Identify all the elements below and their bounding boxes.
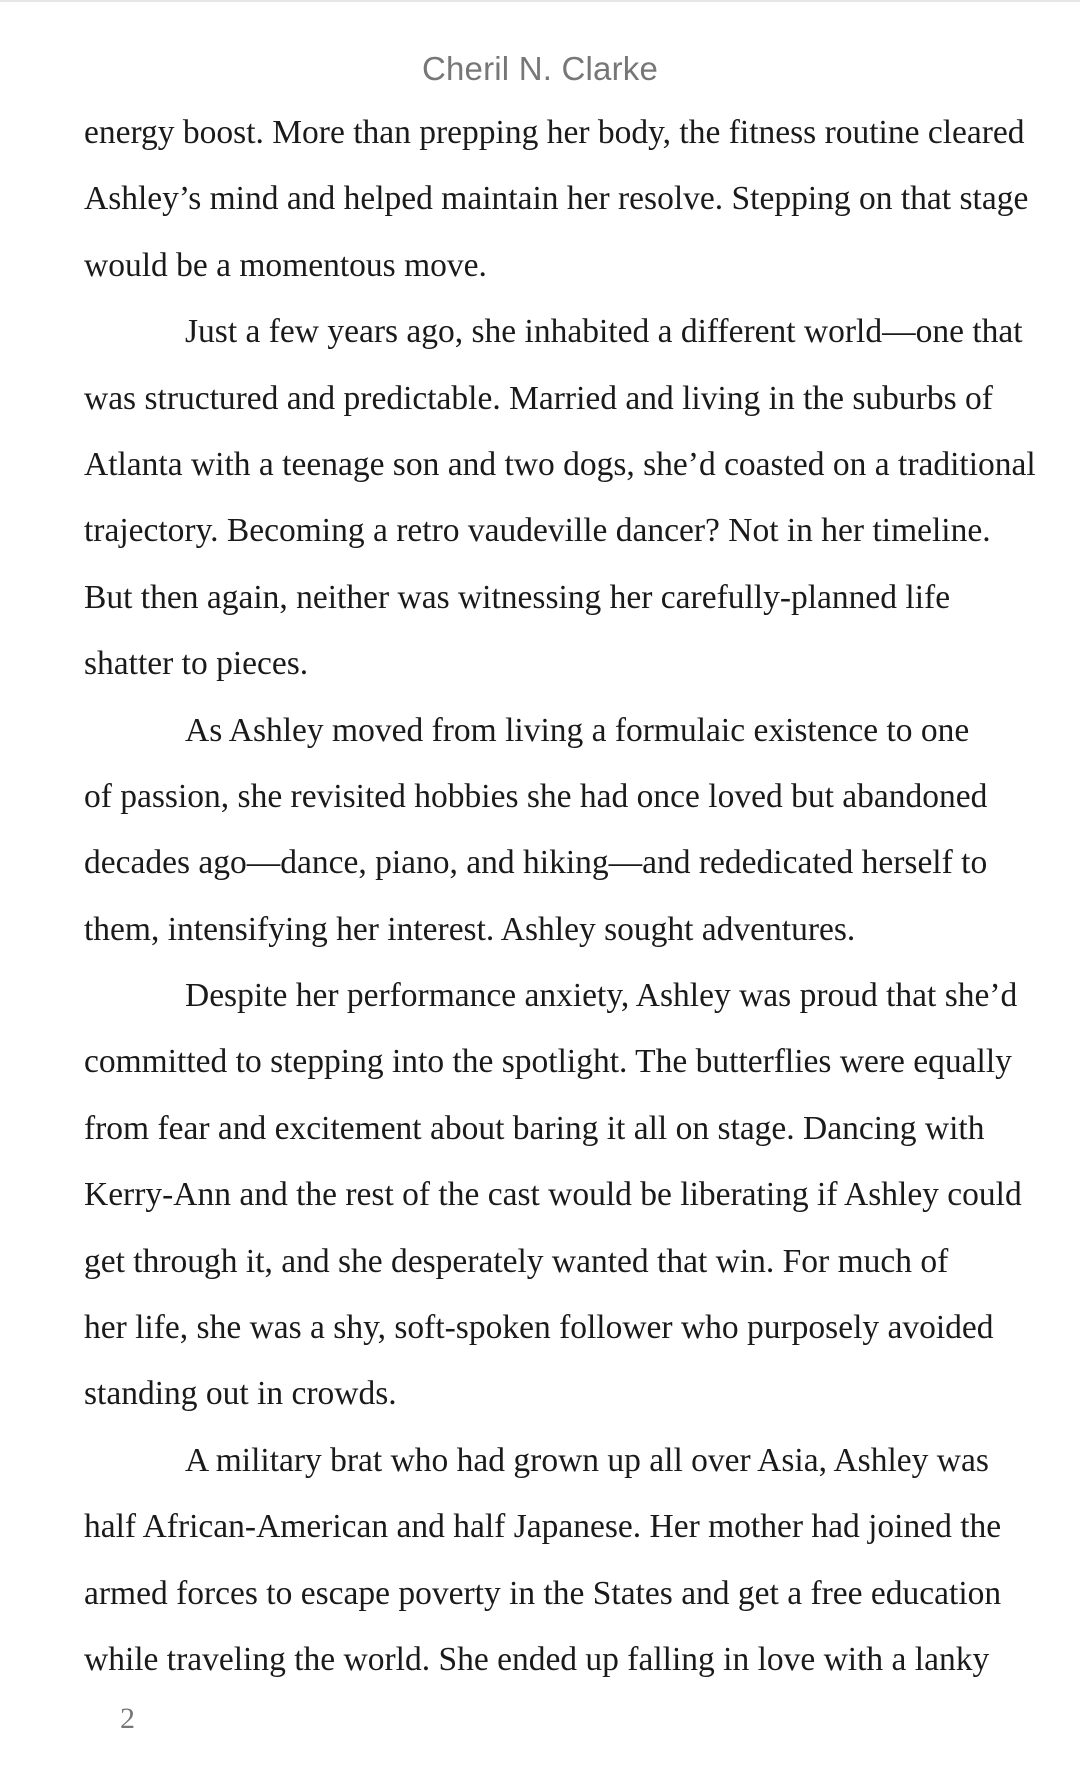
running-header-author: Cheril N. Clarke [421, 50, 659, 87]
text-line: half African-American and half Japanese. Her mother had joined the [84, 1508, 1002, 1546]
paragraph-first-line: Despite her performance anxiety, Ashley was proud that she’d [185, 977, 1018, 1015]
text-line: Atlanta with a teenage son and two dogs, she’d coasted on a traditional [84, 445, 1036, 483]
text-line: But then again, neither was witnessing her carefully-planned life [84, 578, 951, 616]
body-text [84, 100, 1044, 1693]
text-line: standing out in crowds. [84, 1375, 397, 1413]
text-line: of passion, she revisited hobbies she had once loved but abandoned [84, 777, 988, 815]
text-line: her life, she was a shy, soft-spoken follower who purposely avoided [84, 1309, 994, 1347]
text-line: energy boost. More than prepping her body, the fitness routine cleared [84, 114, 1025, 151]
text-line: Ashley’s mind and helped maintain her resolve. Stepping on that stage [84, 180, 1029, 218]
text-line: while traveling the world. She ended up falling in love with a lanky [84, 1640, 990, 1678]
text-line: them, intensifying her interest. Ashley sought adventures. [84, 910, 856, 948]
text-line: armed forces to escape poverty in the States and get a free education [84, 1574, 1002, 1612]
text-line: shatter to pieces. [84, 645, 309, 683]
text-line: committed to stepping into the spotlight. The butterflies were equally [84, 1043, 1012, 1081]
text-line: trajectory. Becoming a retro vaudeville dancer? Not in her timeline. [84, 512, 991, 550]
text-line: Kerry-Ann and the rest of the cast would be liberating if Ashley could [84, 1176, 1022, 1214]
text-line: was structured and predictable. Married and living in the suburbs of [84, 379, 993, 417]
page-number: 2 [120, 1702, 135, 1735]
text-line: get through it, and she desperately wanted that win. For much of [84, 1242, 949, 1280]
text-line: would be a momentous move. [84, 246, 487, 284]
paragraph-first-line: A military brat who had grown up all over Asia, Ashley was [185, 1441, 989, 1479]
text-line: from fear and excitement about baring it all on stage. Dancing with [84, 1109, 985, 1147]
paragraph-first-line: Just a few years ago, she inhabited a different world—one that [185, 313, 1023, 351]
text-line: decades ago—dance, piano, and hiking—and rededicated herself to [84, 844, 988, 882]
paragraph-first-line: As Ashley moved from living a formulaic existence to one [185, 711, 970, 749]
